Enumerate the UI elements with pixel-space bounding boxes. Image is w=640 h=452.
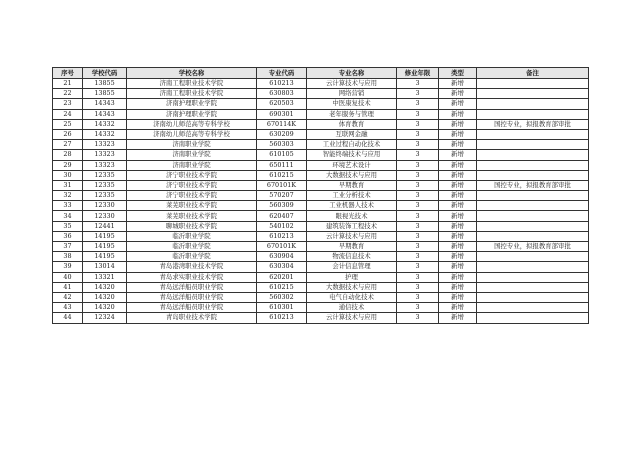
school-name-cell: 青岛职业技术学院	[127, 313, 257, 323]
major-name-cell: 工业机器人技术	[307, 201, 397, 211]
school-name-cell: 临沂职业学院	[127, 231, 257, 241]
row-number-cell: 22	[53, 89, 83, 99]
school-name-cell: 临沂职业学院	[127, 252, 257, 262]
school-code-cell: 13323	[83, 160, 127, 170]
major-code-cell: 610215	[257, 282, 307, 292]
table-row	[53, 201, 589, 211]
school-code-cell: 14320	[83, 292, 127, 302]
school-code-cell: 12330	[83, 201, 127, 211]
row-number-cell: 26	[53, 129, 83, 139]
school-name-cell: 济南职业学院	[127, 140, 257, 150]
school-code-cell: 12441	[83, 221, 127, 231]
majors-table	[52, 67, 589, 324]
duration-cell: 3	[397, 211, 439, 221]
table-row	[53, 191, 589, 201]
type-cell: 新增	[439, 231, 477, 241]
school-code-cell: 13855	[83, 89, 127, 99]
duration-cell: 3	[397, 272, 439, 282]
type-cell: 新增	[439, 211, 477, 221]
duration-cell: 3	[397, 109, 439, 119]
type-cell: 新增	[439, 180, 477, 190]
note-cell: 国控专业，拟报教育部审批	[477, 180, 589, 190]
school-code-cell: 13014	[83, 262, 127, 272]
table-row	[53, 119, 589, 129]
school-code-cell: 14343	[83, 99, 127, 109]
row-number-cell: 42	[53, 292, 83, 302]
major-code-cell: 620201	[257, 272, 307, 282]
note-cell	[477, 201, 589, 211]
school-name-cell: 济南护理职业学院	[127, 99, 257, 109]
row-number-cell: 43	[53, 303, 83, 313]
note-cell	[477, 262, 589, 272]
duration-cell: 3	[397, 191, 439, 201]
school-name-cell: 莱芜职业技术学院	[127, 211, 257, 221]
row-number-cell: 35	[53, 221, 83, 231]
major-name-cell: 云计算技术与应用	[307, 313, 397, 323]
type-cell: 新增	[439, 160, 477, 170]
duration-cell: 3	[397, 89, 439, 99]
table-row	[53, 292, 589, 302]
duration-cell: 3	[397, 119, 439, 129]
school-code-cell: 14195	[83, 242, 127, 252]
school-name-cell: 济南职业学院	[127, 160, 257, 170]
major-name-cell: 护理	[307, 272, 397, 282]
major-name-cell: 通信技术	[307, 303, 397, 313]
table-row	[53, 231, 589, 241]
school-name-cell: 济宁职业技术学院	[127, 180, 257, 190]
major-name-cell: 眼视光技术	[307, 211, 397, 221]
note-cell	[477, 231, 589, 241]
school-code-cell: 14332	[83, 119, 127, 129]
school-code-cell: 12335	[83, 180, 127, 190]
type-cell: 新增	[439, 129, 477, 139]
type-cell: 新增	[439, 221, 477, 231]
column-header: 备注	[477, 68, 589, 79]
duration-cell: 3	[397, 201, 439, 211]
table-row	[53, 221, 589, 231]
major-code-cell: 670114K	[257, 119, 307, 129]
row-number-cell: 40	[53, 272, 83, 282]
note-cell	[477, 252, 589, 262]
table-row	[53, 109, 589, 119]
duration-cell: 3	[397, 292, 439, 302]
note-cell	[477, 292, 589, 302]
duration-cell: 3	[397, 282, 439, 292]
school-code-cell: 13323	[83, 140, 127, 150]
table-row	[53, 211, 589, 221]
major-name-cell: 环境艺术设计	[307, 160, 397, 170]
type-cell: 新增	[439, 140, 477, 150]
school-code-cell: 14320	[83, 282, 127, 292]
row-number-cell: 24	[53, 109, 83, 119]
major-name-cell: 物流信息技术	[307, 252, 397, 262]
major-code-cell: 690301	[257, 109, 307, 119]
table-body	[53, 79, 589, 324]
major-code-cell: 560309	[257, 201, 307, 211]
duration-cell: 3	[397, 313, 439, 323]
major-code-cell: 610105	[257, 150, 307, 160]
row-number-cell: 38	[53, 252, 83, 262]
major-code-cell: 670101K	[257, 180, 307, 190]
type-cell: 新增	[439, 191, 477, 201]
table-row	[53, 272, 589, 282]
duration-cell: 3	[397, 303, 439, 313]
school-code-cell: 12335	[83, 170, 127, 180]
duration-cell: 3	[397, 252, 439, 262]
duration-cell: 3	[397, 262, 439, 272]
table-header-row	[53, 68, 589, 79]
school-name-cell: 济宁职业技术学院	[127, 191, 257, 201]
note-cell	[477, 191, 589, 201]
column-header: 修业年限	[397, 68, 439, 79]
duration-cell: 3	[397, 180, 439, 190]
table-row	[53, 313, 589, 323]
note-cell	[477, 109, 589, 119]
major-code-cell: 620503	[257, 99, 307, 109]
table-row	[53, 303, 589, 313]
school-code-cell: 14320	[83, 303, 127, 313]
table-row	[53, 180, 589, 190]
note-cell	[477, 160, 589, 170]
type-cell: 新增	[439, 79, 477, 89]
type-cell: 新增	[439, 282, 477, 292]
major-name-cell: 大数据技术与应用	[307, 282, 397, 292]
major-name-cell: 云计算技术与应用	[307, 231, 397, 241]
column-header: 学校名称	[127, 68, 257, 79]
major-name-cell: 建筑装饰工程技术	[307, 221, 397, 231]
duration-cell: 3	[397, 242, 439, 252]
school-code-cell: 14343	[83, 109, 127, 119]
school-name-cell: 聊城职业技术学院	[127, 221, 257, 231]
school-name-cell: 济宁职业技术学院	[127, 170, 257, 180]
major-name-cell: 中医康复技术	[307, 99, 397, 109]
column-header: 专业名称	[307, 68, 397, 79]
type-cell: 新增	[439, 109, 477, 119]
major-name-cell: 网络营销	[307, 89, 397, 99]
major-code-cell: 610215	[257, 170, 307, 180]
row-number-cell: 29	[53, 160, 83, 170]
note-cell	[477, 272, 589, 282]
duration-cell: 3	[397, 170, 439, 180]
duration-cell: 3	[397, 160, 439, 170]
school-name-cell: 青岛远洋船员职业学院	[127, 282, 257, 292]
school-name-cell: 济南幼儿师范高等专科学校	[127, 119, 257, 129]
row-number-cell: 21	[53, 79, 83, 89]
school-code-cell: 13321	[83, 272, 127, 282]
school-code-cell: 12330	[83, 211, 127, 221]
duration-cell: 3	[397, 79, 439, 89]
note-cell	[477, 89, 589, 99]
duration-cell: 3	[397, 221, 439, 231]
duration-cell: 3	[397, 99, 439, 109]
school-name-cell: 莱芜职业技术学院	[127, 201, 257, 211]
school-name-cell: 济南职业学院	[127, 150, 257, 160]
table-row	[53, 89, 589, 99]
major-code-cell: 630904	[257, 252, 307, 262]
row-number-cell: 25	[53, 119, 83, 129]
column-header: 专业代码	[257, 68, 307, 79]
note-cell	[477, 150, 589, 160]
row-number-cell: 34	[53, 211, 83, 221]
row-number-cell: 33	[53, 201, 83, 211]
major-code-cell: 630304	[257, 262, 307, 272]
column-header: 类型	[439, 68, 477, 79]
type-cell: 新增	[439, 262, 477, 272]
school-name-cell: 青岛港湾职业技术学院	[127, 262, 257, 272]
row-number-cell: 31	[53, 180, 83, 190]
major-name-cell: 体育教育	[307, 119, 397, 129]
table-row	[53, 170, 589, 180]
major-name-cell: 电气自动化技术	[307, 292, 397, 302]
note-cell	[477, 129, 589, 139]
major-code-cell: 630209	[257, 129, 307, 139]
major-name-cell: 早期教育	[307, 180, 397, 190]
type-cell: 新增	[439, 150, 477, 160]
note-cell	[477, 99, 589, 109]
duration-cell: 3	[397, 231, 439, 241]
table-row	[53, 262, 589, 272]
table-row	[53, 129, 589, 139]
duration-cell: 3	[397, 129, 439, 139]
type-cell: 新增	[439, 89, 477, 99]
major-code-cell: 650111	[257, 160, 307, 170]
school-name-cell: 青岛远洋船员职业学院	[127, 292, 257, 302]
school-code-cell: 12335	[83, 191, 127, 201]
major-name-cell: 云计算技术与应用	[307, 79, 397, 89]
school-code-cell: 13323	[83, 150, 127, 160]
major-code-cell: 570207	[257, 191, 307, 201]
major-name-cell: 工业分析技术	[307, 191, 397, 201]
type-cell: 新增	[439, 242, 477, 252]
type-cell: 新增	[439, 292, 477, 302]
major-name-cell: 老年服务与管理	[307, 109, 397, 119]
major-code-cell: 610213	[257, 313, 307, 323]
type-cell: 新增	[439, 170, 477, 180]
school-code-cell: 13855	[83, 79, 127, 89]
row-number-cell: 27	[53, 140, 83, 150]
table-row	[53, 160, 589, 170]
school-name-cell: 青岛求实职业技术学院	[127, 272, 257, 282]
table-row	[53, 252, 589, 262]
major-name-cell: 互联网金融	[307, 129, 397, 139]
type-cell: 新增	[439, 313, 477, 323]
type-cell: 新增	[439, 99, 477, 109]
major-code-cell: 670101K	[257, 242, 307, 252]
table-row	[53, 242, 589, 252]
duration-cell: 3	[397, 150, 439, 160]
type-cell: 新增	[439, 272, 477, 282]
major-name-cell: 会计信息管理	[307, 262, 397, 272]
major-code-cell: 560302	[257, 292, 307, 302]
note-cell	[477, 282, 589, 292]
school-name-cell: 济南工程职业技术学院	[127, 89, 257, 99]
school-code-cell: 14195	[83, 231, 127, 241]
school-name-cell: 济南工程职业技术学院	[127, 79, 257, 89]
table-row	[53, 150, 589, 160]
school-name-cell: 青岛远洋船员职业学院	[127, 303, 257, 313]
note-cell	[477, 221, 589, 231]
note-cell	[477, 140, 589, 150]
school-name-cell: 济南护理职业学院	[127, 109, 257, 119]
row-number-cell: 41	[53, 282, 83, 292]
note-cell	[477, 303, 589, 313]
type-cell: 新增	[439, 303, 477, 313]
row-number-cell: 36	[53, 231, 83, 241]
major-name-cell: 早期教育	[307, 242, 397, 252]
type-cell: 新增	[439, 201, 477, 211]
type-cell: 新增	[439, 252, 477, 262]
school-name-cell: 临沂职业学院	[127, 242, 257, 252]
table-row	[53, 140, 589, 150]
school-code-cell: 14195	[83, 252, 127, 262]
row-number-cell: 39	[53, 262, 83, 272]
table-row	[53, 99, 589, 109]
major-code-cell: 540102	[257, 221, 307, 231]
major-name-cell: 智能终端技术与应用	[307, 150, 397, 160]
note-cell: 国控专业，拟报教育部审批	[477, 242, 589, 252]
table-row	[53, 282, 589, 292]
major-code-cell: 630803	[257, 89, 307, 99]
duration-cell: 3	[397, 140, 439, 150]
note-cell	[477, 79, 589, 89]
column-header: 序号	[53, 68, 83, 79]
type-cell: 新增	[439, 119, 477, 129]
row-number-cell: 37	[53, 242, 83, 252]
school-name-cell: 济南幼儿师范高等专科学校	[127, 129, 257, 139]
table-row	[53, 79, 589, 89]
row-number-cell: 44	[53, 313, 83, 323]
major-code-cell: 610213	[257, 79, 307, 89]
major-name-cell: 工业过程自动化技术	[307, 140, 397, 150]
note-cell	[477, 211, 589, 221]
note-cell: 国控专业，拟报教育部审批	[477, 119, 589, 129]
column-header: 学校代码	[83, 68, 127, 79]
row-number-cell: 30	[53, 170, 83, 180]
major-code-cell: 560303	[257, 140, 307, 150]
school-code-cell: 14332	[83, 129, 127, 139]
row-number-cell: 32	[53, 191, 83, 201]
row-number-cell: 28	[53, 150, 83, 160]
note-cell	[477, 313, 589, 323]
major-code-cell: 610213	[257, 231, 307, 241]
major-code-cell: 620407	[257, 211, 307, 221]
major-name-cell: 大数据技术与应用	[307, 170, 397, 180]
major-code-cell: 610301	[257, 303, 307, 313]
note-cell	[477, 170, 589, 180]
row-number-cell: 23	[53, 99, 83, 109]
school-code-cell: 12324	[83, 313, 127, 323]
